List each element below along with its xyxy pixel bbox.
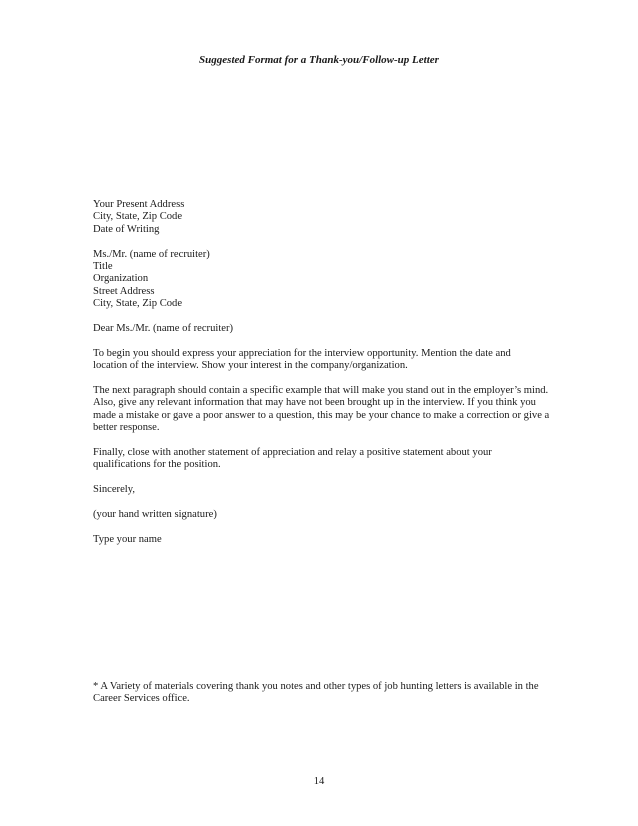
typed-name-text: Type your name [93,533,162,545]
footnote-line: * A Variety of materials covering thank you notes and other types of job hunting letters is available in the [93,681,539,692]
paragraph-line: better response. [93,422,160,434]
complimentary-close [93,484,553,496]
footnote [93,681,553,706]
paragraph-line: Also, give any relevant information that may have not been brought up in the interview. If you think you [93,397,536,409]
salutation [93,323,553,335]
recipient-city: City, State, Zip Code [93,298,183,310]
sender-city: City, State, Zip Code [93,211,183,223]
typed-name [93,534,553,546]
paragraph-line: To begin you should express your appreciation for the interview opportunity. Mention the date and [93,347,511,359]
signature-placeholder [93,509,553,521]
paragraph-line: qualifications for the position. [93,459,221,471]
page-title: Suggested Format for a Thank-you/Follow-up Letter [199,54,439,66]
paragraph-line: Finally, close with another statement of appreciation and relay a positive statement about your [93,447,492,459]
paragraph-line: made a mistake or gave a poor answer to a question, this may be your chance to make a correction or give a [93,409,550,421]
salutation-text: Dear Ms./Mr. (name of recruiter) [93,323,234,335]
paragraph-example [93,385,553,435]
paragraph-line: location of the interview. Show your interest in the company/organization. [93,360,408,372]
page-number: 14 [313,776,325,787]
sender-address: Your Present Address [93,199,185,210]
sender-address-block [93,199,553,236]
closing-text: Sincerely, [93,484,135,496]
recipient-organization: Organization [93,273,149,285]
paragraph-closing [93,447,553,472]
recipient-name: Ms./Mr. (name of recruiter) [93,248,210,260]
signature-text: (your hand written signature) [93,509,217,521]
recipient-street: Street Address [93,285,155,297]
paragraph-line: The next paragraph should contain a specific example that will make you stand out in the employer’s mind. [93,385,549,397]
letter-body [93,199,553,559]
date-of-writing: Date of Writing [93,223,160,235]
paragraph-intro [93,348,553,373]
footnote-line: Career Services office. [93,693,190,705]
recipient-address-block [93,249,553,311]
recipient-title: Title [93,261,113,273]
